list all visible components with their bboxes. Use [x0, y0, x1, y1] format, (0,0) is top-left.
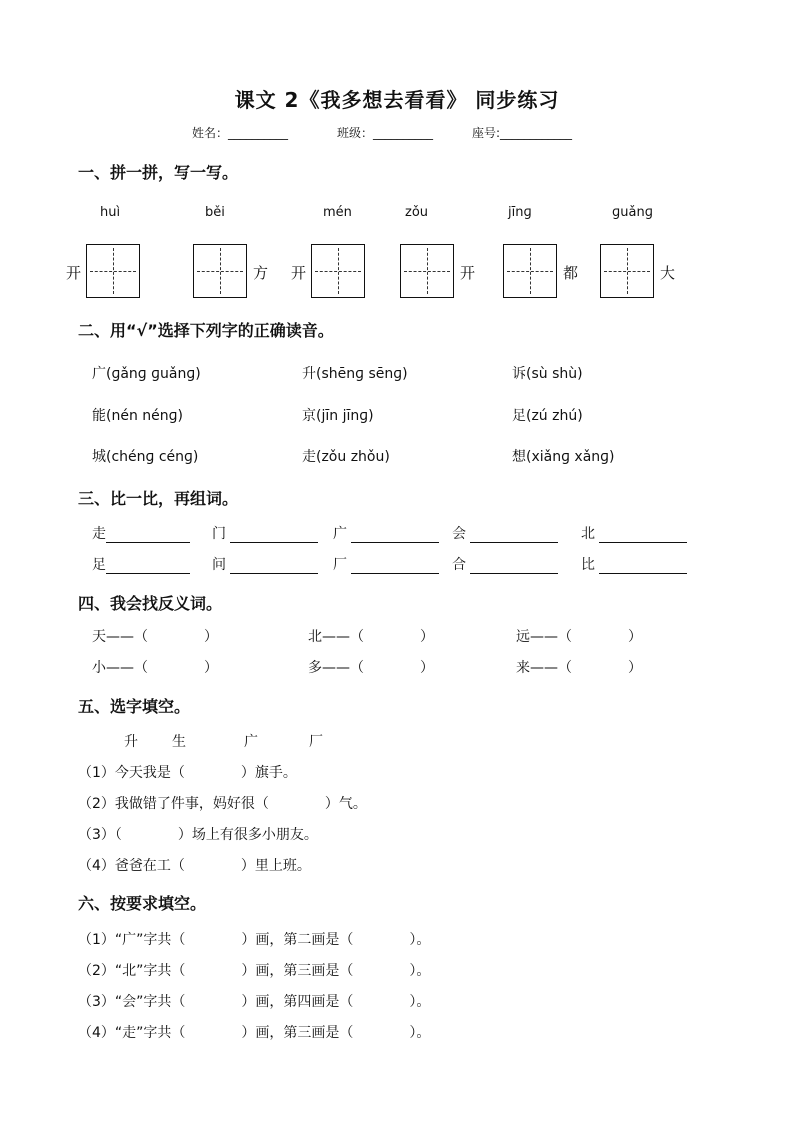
answer-line[interactable] — [599, 528, 687, 543]
pinyin-label: ɡuǎnɡ — [612, 205, 653, 220]
antonym-item[interactable]: 小——（ ） — [92, 660, 218, 676]
class-field[interactable] — [337, 124, 433, 141]
name-field[interactable] — [192, 124, 288, 141]
box-suffix: 大 — [660, 264, 676, 282]
compare-char: 走 — [92, 526, 106, 542]
compare-char: 问 — [212, 557, 226, 573]
answer-line[interactable] — [106, 559, 190, 574]
fill-item[interactable]: （2）我做错了件事，妈好很（ ）气。 — [78, 796, 367, 812]
answer-line[interactable] — [351, 528, 439, 543]
compare-item[interactable] — [212, 523, 318, 543]
reading-choice[interactable]: 京(jīn jīnɡ) — [302, 408, 374, 424]
name-label: 姓名： — [192, 126, 229, 140]
section-3-heading: 三、比一比，再组词。 — [78, 489, 239, 508]
antonym-item[interactable]: 多——（ ） — [308, 660, 434, 676]
compare-char: 会 — [452, 526, 466, 542]
reading-choice[interactable]: 广(ɡǎnɡ ɡuǎnɡ) — [92, 366, 201, 382]
answer-line[interactable] — [230, 559, 318, 574]
box-suffix: 开 — [460, 264, 476, 282]
writing-box[interactable] — [311, 244, 365, 298]
compare-char: 北 — [581, 526, 595, 542]
choice-char: 生 — [172, 734, 186, 750]
writing-box[interactable] — [600, 244, 654, 298]
reading-choice[interactable]: 升(shēnɡ sēnɡ) — [302, 366, 408, 382]
seat-blank: ____________ — [500, 126, 573, 140]
writing-box[interactable] — [400, 244, 454, 298]
antonym-item[interactable]: 来——（ ） — [516, 660, 642, 676]
stroke-item[interactable]: （2）“北”字共（ ）画，第三画是（ ）。 — [78, 963, 431, 979]
compare-char: 比 — [581, 557, 595, 573]
page-title: 课文 2《我多想去看看》 同步练习 — [234, 88, 560, 112]
pinyin-label: zǒu — [405, 205, 429, 220]
seat-field[interactable] — [472, 124, 572, 141]
compare-item[interactable] — [452, 523, 558, 543]
answer-line[interactable] — [470, 528, 558, 543]
compare-item[interactable] — [452, 554, 558, 574]
section-5-heading: 五、选字填空。 — [78, 697, 191, 716]
stroke-item[interactable]: （1）“广”字共（ ）画，第二画是（ ）。 — [78, 932, 431, 948]
reading-choice[interactable]: 足(zú zhú) — [512, 408, 583, 424]
section-4-heading: 四、我会找反义词。 — [78, 594, 223, 613]
compare-char: 厂 — [333, 557, 347, 573]
compare-char: 广 — [333, 526, 347, 542]
antonym-item[interactable]: 北——（ ） — [308, 629, 434, 645]
stroke-item[interactable]: （4）“走”字共（ ）画，第三画是（ ）。 — [78, 1025, 431, 1041]
section-2-heading: 二、用“√”选择下列字的正确读音。 — [78, 321, 334, 340]
choice-char: 厂 — [309, 734, 323, 750]
reading-choice[interactable]: 诉(sù shù) — [512, 366, 583, 382]
choice-char: 升 — [124, 734, 138, 750]
box-suffix: 方 — [253, 264, 269, 282]
answer-line[interactable] — [106, 528, 190, 543]
pinyin-label: mén — [323, 205, 352, 220]
class-label: 班级： — [337, 126, 374, 140]
section-1-heading: 一、拼一拼，写一写。 — [78, 163, 239, 182]
fill-item[interactable]: （1）今天我是（ ）旗手。 — [78, 765, 297, 781]
reading-choice[interactable]: 城(chénɡ cénɡ) — [92, 449, 199, 465]
pinyin-label: jīnɡ — [508, 205, 532, 220]
compare-item[interactable] — [92, 554, 190, 574]
choice-char: 广 — [244, 734, 258, 750]
writing-box[interactable] — [86, 244, 140, 298]
seat-label: 座号: — [472, 126, 501, 140]
pinyin-label: běi — [205, 205, 225, 220]
answer-line[interactable] — [351, 559, 439, 574]
section-6-heading: 六、按要求填空。 — [78, 894, 207, 913]
compare-item[interactable] — [581, 554, 687, 574]
box-suffix: 都 — [563, 264, 579, 282]
fill-item[interactable]: （3）（ ）场上有很多小朋友。 — [78, 827, 318, 843]
compare-char: 足 — [92, 557, 106, 573]
box-prefix: 开 — [291, 264, 307, 282]
compare-item[interactable] — [581, 523, 687, 543]
compare-item[interactable] — [333, 554, 439, 574]
answer-line[interactable] — [470, 559, 558, 574]
answer-line[interactable] — [230, 528, 318, 543]
class-blank: __________ — [373, 126, 434, 140]
compare-char: 合 — [452, 557, 466, 573]
stroke-item[interactable]: （3）“会”字共（ ）画，第四画是（ ）。 — [78, 994, 431, 1010]
pinyin-label: huì — [100, 205, 121, 220]
answer-line[interactable] — [599, 559, 687, 574]
reading-choice[interactable]: 能(nén nénɡ) — [92, 408, 183, 424]
box-prefix: 开 — [66, 264, 82, 282]
writing-box[interactable] — [193, 244, 247, 298]
fill-item[interactable]: （4）爸爸在工（ ）里上班。 — [78, 858, 311, 874]
name-blank: __________ — [228, 126, 289, 140]
reading-choice[interactable]: 走(zǒu zhǒu) — [302, 449, 390, 465]
writing-box[interactable] — [503, 244, 557, 298]
compare-item[interactable] — [333, 523, 439, 543]
reading-choice[interactable]: 想(xiǎnɡ xǎnɡ) — [512, 449, 615, 465]
antonym-item[interactable]: 天——（ ） — [92, 629, 218, 645]
compare-item[interactable] — [212, 554, 318, 574]
antonym-item[interactable]: 远——（ ） — [516, 629, 642, 645]
compare-char: 门 — [212, 526, 226, 542]
compare-item[interactable] — [92, 523, 190, 543]
